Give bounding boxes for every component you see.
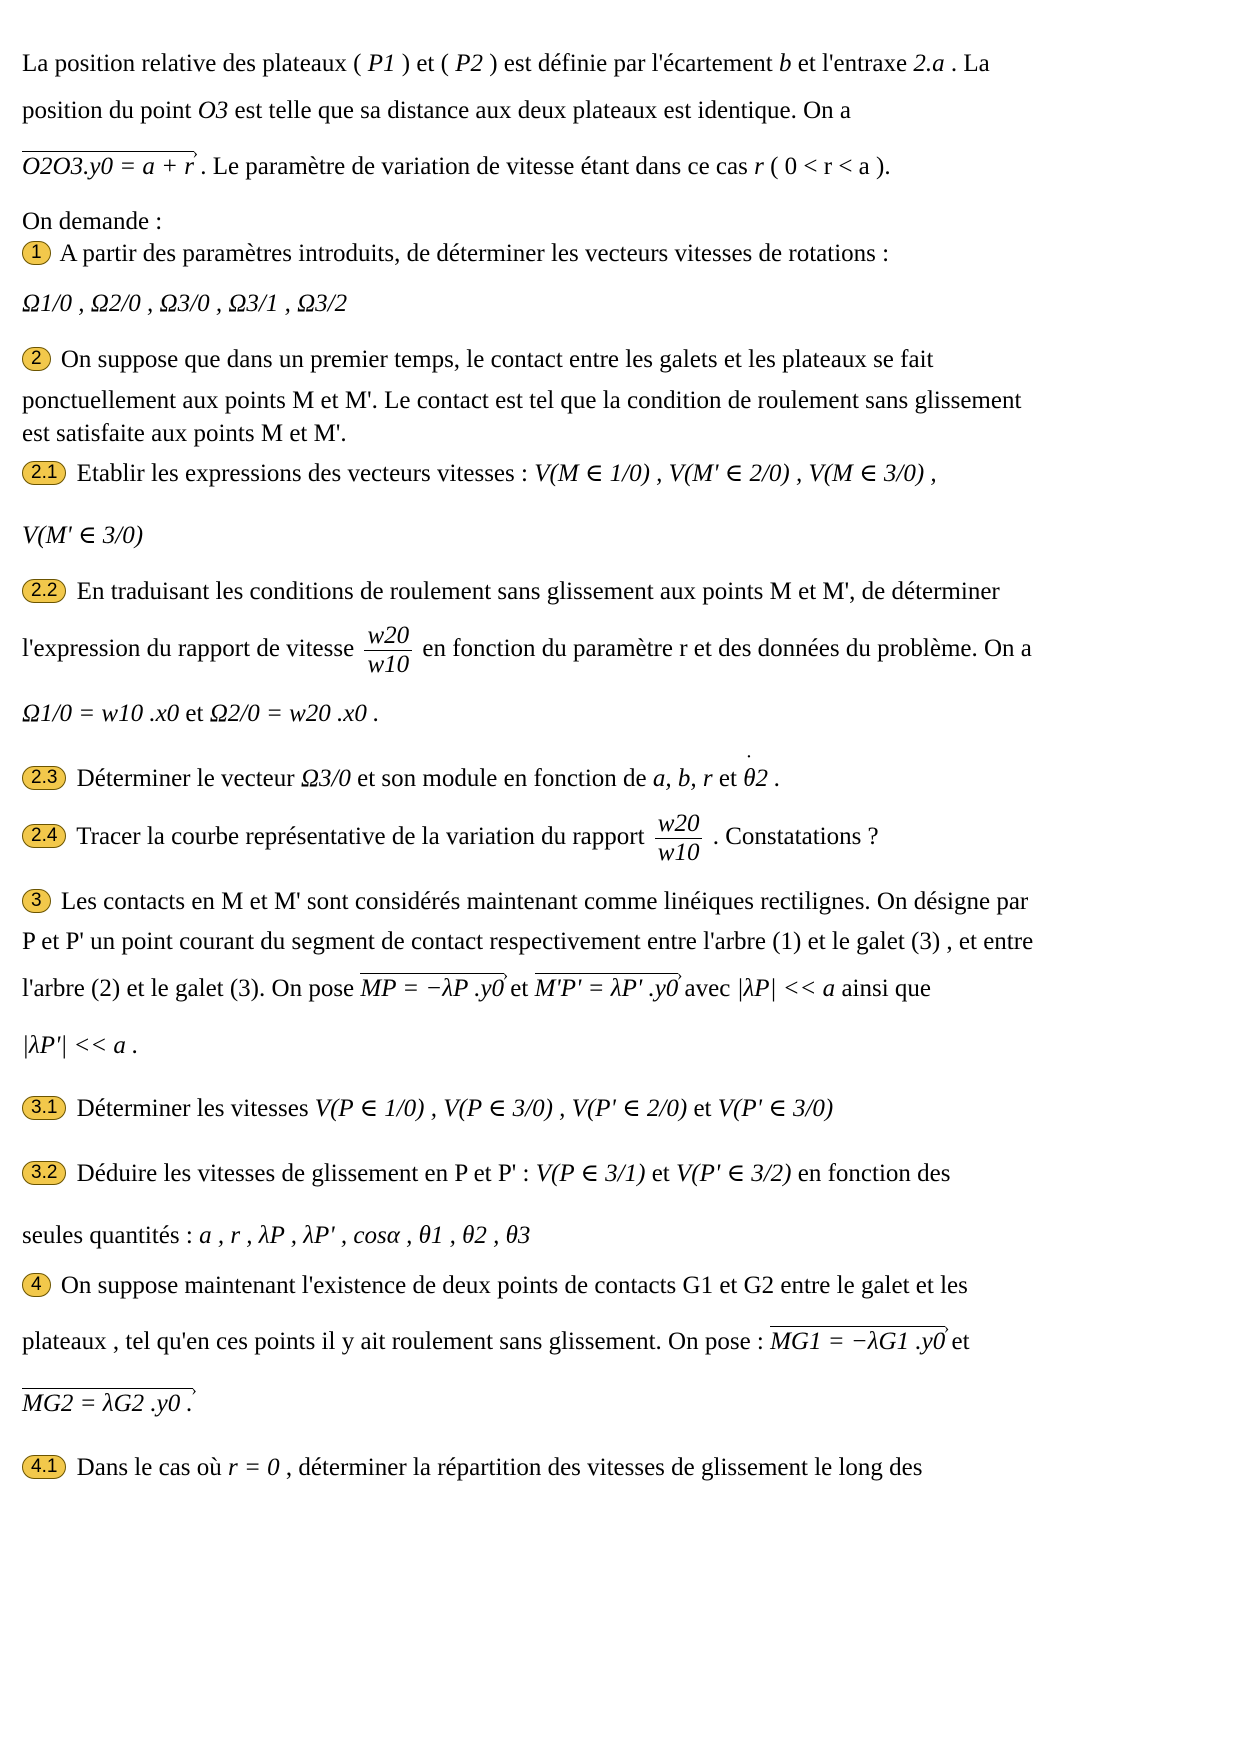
intro-text: . La [950, 50, 990, 77]
question-text: plateaux , tel qu'en ces points il y ait roulement sans glissement. On pose : [22, 1328, 764, 1355]
question-text: l'arbre (2) et le galet (3). On pose [22, 975, 355, 1002]
question-badge-2-4: 2.4 [22, 824, 66, 848]
speed-ratio-fraction [655, 810, 703, 867]
question-text: Déterminer les vitesses [76, 1095, 309, 1122]
intro-line-1 [22, 48, 990, 80]
intro-text: La position relative des plateaux ( [22, 50, 362, 77]
omega-20-equation: Ω2/0 = w20 .x0 . [209, 700, 380, 727]
question-2-2-line-2 [22, 620, 1032, 679]
question-text: Etablir les expressions des vecteurs vitesses : [76, 460, 528, 487]
conjunction: avec [684, 975, 731, 1002]
question-text: P et P' un point courant du segment de contact respectivement entre l'arbre (1) et le galet (3) , et entre [22, 928, 1034, 955]
fraction-denominator: w10 [657, 838, 700, 866]
distance-2a-symbol: 2.a [913, 50, 945, 77]
question-badge-4: 4 [22, 1273, 51, 1297]
question-text: , déterminer la répartition des vitesses de glissement le long des [285, 1454, 923, 1481]
omega-30-symbol: Ω3/0 [300, 765, 351, 792]
question-text: Les contacts en M et M' sont considérés maintenant comme linéiques rectilignes. On désigne par [60, 888, 1029, 915]
question-2-1 [22, 458, 937, 490]
theta-2-dot-symbol: ˙ θ2 . [743, 763, 780, 795]
question-text: On suppose que dans un premier temps, le contact entre les galets et les plateaux se fait [60, 346, 934, 373]
question-badge-3-1: 3.1 [22, 1096, 66, 1120]
intro-line-2 [22, 95, 851, 127]
plate-p2-symbol: P2 [455, 50, 483, 77]
conjunction: et [510, 975, 529, 1002]
heading-text: On demande : [22, 208, 163, 235]
question-2-line-1 [22, 344, 933, 376]
question-badge-4-1: 4.1 [22, 1455, 66, 1479]
question-text: seules quantités : [22, 1222, 193, 1249]
params-abr: a, b, r [652, 765, 713, 792]
question-2-4 [22, 808, 879, 867]
question-text: A partir des paramètres introduits, de déterminer les vecteurs vitesses de rotations : [59, 240, 890, 267]
intro-text: est telle que sa distance aux deux plateaux est identique. On a [234, 97, 851, 124]
conjunction: et [185, 700, 204, 727]
question-2-1-continued [22, 520, 143, 552]
lambda-p-condition: |λP| << a [736, 975, 836, 1002]
question-badge-2-1: 2.1 [22, 461, 66, 485]
question-4-line-1 [22, 1270, 968, 1302]
question-text: Dans le cas où [76, 1454, 222, 1481]
quantities-list: a , r , λP , λP' , cosα , θ1 , θ2 , θ3 [199, 1222, 531, 1249]
on-demande-heading [22, 206, 162, 238]
gap-b-symbol: b [779, 50, 792, 77]
question-2-2-line-3 [22, 698, 379, 730]
question-2-3 [22, 763, 780, 795]
velocity-expressions-p: V(P ∈ 1/0) , V(P ∈ 3/0) , V(P' ∈ 2/0) [314, 1095, 688, 1122]
intro-text: position du point [22, 97, 192, 124]
question-4-line-3 [22, 1388, 193, 1420]
velocity-expressions: V(M ∈ 1/0) , V(M' ∈ 2/0) , V(M ∈ 3/0) , [534, 460, 937, 487]
question-text: en fonction du paramètre r et des données du problème. On a [422, 635, 1032, 662]
o2o3-equation: O2O3.y0 = a + r › [22, 151, 194, 180]
question-3-1 [22, 1093, 833, 1125]
question-3-2-line-2 [22, 1220, 530, 1252]
question-badge-3-2: 3.2 [22, 1161, 66, 1185]
question-2-line-2 [22, 385, 1021, 417]
mg2-equation: MG2 = λG2 .y0 . › [22, 1388, 193, 1417]
question-badge-2-3: 2.3 [22, 766, 66, 790]
range-condition: ( 0 < r < a ). [770, 153, 891, 180]
fraction-denominator: w10 [367, 650, 410, 678]
r-zero-equation: r = 0 [228, 1454, 280, 1481]
conjunction: et [651, 1160, 670, 1187]
question-badge-3: 3 [22, 889, 51, 913]
question-text: On suppose maintenant l'existence de deux points de contacts G1 et G2 entre le galet et les [60, 1272, 968, 1299]
question-badge-1: 1 [22, 241, 51, 265]
conjunction: et [718, 765, 737, 792]
fraction-numerator: w20 [364, 622, 412, 651]
sliding-velocity-p-prime: V(P' ∈ 3/2) [675, 1160, 792, 1187]
intro-text: et l'entraxe [797, 50, 908, 77]
fraction-numerator: w20 [655, 810, 703, 839]
question-4-1 [22, 1452, 923, 1484]
question-text: ainsi que [841, 975, 932, 1002]
question-badge-2-2: 2.2 [22, 579, 66, 603]
question-3-line-3 [22, 973, 931, 1005]
conjunction: et [951, 1328, 970, 1355]
intro-line-3 [22, 151, 891, 183]
mp-equation: MP = −λP .y0 › [360, 973, 504, 1002]
rotation-vectors-list: Ω1/0 , Ω2/0 , Ω3/0 , Ω3/1 , Ω3/2 [22, 290, 348, 317]
question-text: et son module en fonction de [357, 765, 647, 792]
conjunction: et [693, 1095, 712, 1122]
mg1-equation: MG1 = −λG1 .y0 › [770, 1326, 945, 1355]
question-1 [22, 238, 889, 270]
question-text: . Constatations ? [712, 823, 879, 850]
mp-prime-equation: M'P' = λP' .y0 › [535, 973, 679, 1002]
point-o3-symbol: O3 [197, 97, 229, 124]
lambda-p-prime-condition: |λP'| << a . [22, 1032, 139, 1059]
question-text: est satisfaite aux points M et M'. [22, 420, 347, 447]
question-3-2-line-1 [22, 1158, 950, 1190]
question-3-line-1 [22, 886, 1028, 918]
question-badge-2: 2 [22, 347, 51, 371]
question-text: l'expression du rapport de vitesse [22, 635, 355, 662]
intro-text: ) est définie par l'écartement [489, 50, 773, 77]
question-text: En traduisant les conditions de roulement sans glissement aux points M et M', de déterminer [76, 578, 1000, 605]
question-3-line-2 [22, 926, 1033, 958]
intro-text: ) et ( [401, 50, 449, 77]
sliding-velocity-p: V(P ∈ 3/1) [535, 1160, 646, 1187]
plate-p1-symbol: P1 [367, 50, 396, 77]
question-text: en fonction des [797, 1160, 951, 1187]
question-text: ponctuellement aux points M et M'. Le contact est tel que la condition de roulement sans glissement [22, 387, 1022, 414]
question-text: Déduire les vitesses de glissement en P et P' : [76, 1160, 530, 1187]
question-2-line-3 [22, 418, 347, 450]
question-3-line-4 [22, 1030, 138, 1062]
question-text: Déterminer le vecteur [76, 765, 295, 792]
question-2-2-line-1 [22, 576, 1000, 608]
velocity-expression-m3: V(M' ∈ 3/0) [22, 522, 144, 549]
intro-text: . Le paramètre de variation de vitesse étant dans ce cas [200, 153, 748, 180]
parameter-r-symbol: r [754, 153, 764, 180]
velocity-expression-p-prime: V(P' ∈ 3/0) [717, 1095, 834, 1122]
question-1-vectors [22, 288, 347, 320]
question-4-line-2 [22, 1326, 970, 1358]
omega-10-equation: Ω1/0 = w10 .x0 [22, 700, 180, 727]
question-text: Tracer la courbe représentative de la variation du rapport [76, 823, 645, 850]
speed-ratio-fraction [364, 622, 412, 679]
